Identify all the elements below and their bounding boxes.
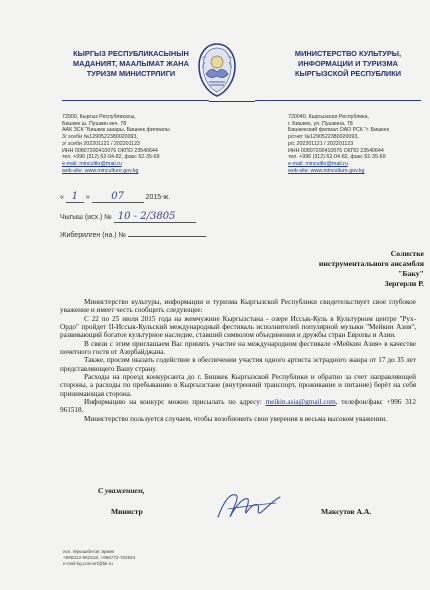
address-line: 72000, Кыргыз Республикасы, <box>62 114 136 120</box>
incoming-number-value <box>128 229 206 237</box>
date-day: 1 <box>66 191 84 203</box>
handwritten-signature <box>214 487 288 527</box>
recipient-line: инструментального ансамбля <box>318 259 424 268</box>
signer-title: Министр <box>111 507 143 516</box>
email-line[interactable]: e-mail: mincultkr@mail.ru <box>62 160 122 167</box>
website-line[interactable]: web-site: www.minculture.gov.kg <box>62 167 139 174</box>
website-line[interactable]: web-site: www.minculture.gov.kg <box>288 167 365 174</box>
date-line <box>60 191 170 203</box>
recipient-line: Зергерли Р. <box>384 279 424 288</box>
contact-email-link[interactable]: meikin.asia@gmail.com <box>265 398 336 407</box>
org-name-kyrgyz <box>51 49 211 79</box>
address-line: ИНН 00807200410076 ОКПО 23540644 <box>288 147 384 154</box>
date-open-quote: « <box>60 194 64 201</box>
signer-name: Максутов А.А. <box>321 507 372 516</box>
outgoing-number-label: Чыгыш (исх.) № <box>60 214 112 221</box>
outgoing-number-row <box>60 211 196 223</box>
address-line: тел. +996 (312) 62-04-82, факс 62-35-69 <box>288 154 386 161</box>
contact-text: Информацию на конкурс можно присылать по адресу: <box>84 398 266 407</box>
address-line: р/счет №1290522380020093, <box>288 134 359 141</box>
footer-line: +996312-961518, +996772-704924 <box>63 554 136 560</box>
letterhead-divider <box>255 100 421 101</box>
org-line: ТУРИЗМ МИНИСТРЛИГИ <box>86 69 176 78</box>
org-line: КЫРГЫЗСКОЙ РЕСПУБЛИКИ <box>294 69 402 78</box>
address-line: р/с 202201121 / 202201123 <box>288 140 354 147</box>
recipient-block <box>262 249 424 289</box>
closing-phrase: С уважением, <box>98 486 145 495</box>
org-line: КЫРГЫЗ РЕСПУБЛИКАСЫНЫН <box>73 49 189 58</box>
address-line: э/ эсеби 202201121 / 202201123 <box>62 140 141 147</box>
org-line: ИНФОРМАЦИИ И ТУРИЗМА <box>298 59 398 68</box>
recipient-line: Солистке <box>390 249 424 258</box>
address-line: Бишкекский филиал ОАО РСК "г. Бишкек <box>288 127 389 134</box>
date-close-quote: » <box>85 194 90 201</box>
letter-body <box>60 298 416 423</box>
outgoing-number-value: 10 - 2/3805 <box>114 211 196 223</box>
date-year: 2015-ж. <box>145 194 171 201</box>
incoming-number-row <box>60 229 206 239</box>
contact-phone-text: , телефон/факс +996 312 961518. <box>60 398 416 415</box>
footer-line: исп. Мукашбетов Эрмек <box>63 549 115 554</box>
org-name-russian <box>273 49 423 79</box>
paragraph: В связи с этим приглашаем Вас принять участие на международном фестивале «Мейкин Азия» в качестве почетного гостя от Азербайджана. <box>60 339 416 357</box>
address-line: Бишкек ш. Пушкин көч. 78 <box>62 120 127 127</box>
paragraph: Расходы на проезд конкурсанта до г. Бишкек Кыргызской Республики и обратно за счет направляющей стороны, а расходы по пребыванию в Кыргызстане (внутренний транспорт, проживание и питание) берёт на себя принимающая сторона. <box>60 373 416 398</box>
paragraph: Министерство культуры, информации и туризма Кыргызской Республики свидетельствует свое глубокое уважение и имеет честь сообщить следующее: <box>60 298 416 315</box>
address-line: 720040, Кыргызская Республика, <box>288 114 370 120</box>
address-block-russian <box>288 114 423 174</box>
incoming-number-label: Жиберилген (на.) № <box>60 232 127 239</box>
address-line: 3/ эсеби №1290522380020093, <box>62 134 138 141</box>
date-month: 07 <box>92 191 144 203</box>
letterhead-divider <box>62 100 209 101</box>
address-block-kyrgyz <box>62 114 207 174</box>
state-emblem-icon <box>197 42 237 98</box>
paragraph: Министерство пользуется случаем, чтобы возобновить свои уверения в весьма высоком уважении. <box>84 414 387 423</box>
address-line: ИНН 00807200410076 ОКПО 23540644 <box>62 147 158 154</box>
address-line: ААК ЗСК "Бишкек шаары, Бишкек филиалы <box>62 127 170 134</box>
paragraph: Также, просим оказать содействие в обеспечении участия одного артиста эстрадного жанра от 17 до 35 лет представляющего Вашу страну. <box>60 356 416 373</box>
footer-line: e-mail kg.concert@bk.ru <box>63 560 113 566</box>
org-line: МИНИСТЕРСТВО КУЛЬТУРЫ, <box>294 49 402 58</box>
executor-footer <box>63 549 135 566</box>
org-line: МАДАНИЯТ, МААЛЫМАТ ЖАНА <box>73 59 189 68</box>
address-line: г. Бишкек, ул. Пушкина, 78 <box>288 120 353 127</box>
email-line[interactable]: e-mail: mincultkr@mail.ru <box>288 160 348 167</box>
paragraph-contact <box>60 398 416 415</box>
paragraph: С 22 по 25 июля 2015 года на жемчужине Кыргызстана - озере Иссык-Куль в Культурном центре "Рух-Ордо" пройдет II-Иссык-Кульский международный фестиваль исполнителей популярной музыки "Мейкин Азия", развивающий богатое культурное наследие, ставший символом объединения и дружбы стран Европы и Азии. <box>60 314 416 340</box>
address-line: тел. +996 (312) 62-04-82, факс 62-35-69 <box>62 154 160 161</box>
letterhead-divider <box>209 101 255 102</box>
recipient-line: "Баку" <box>398 269 424 278</box>
